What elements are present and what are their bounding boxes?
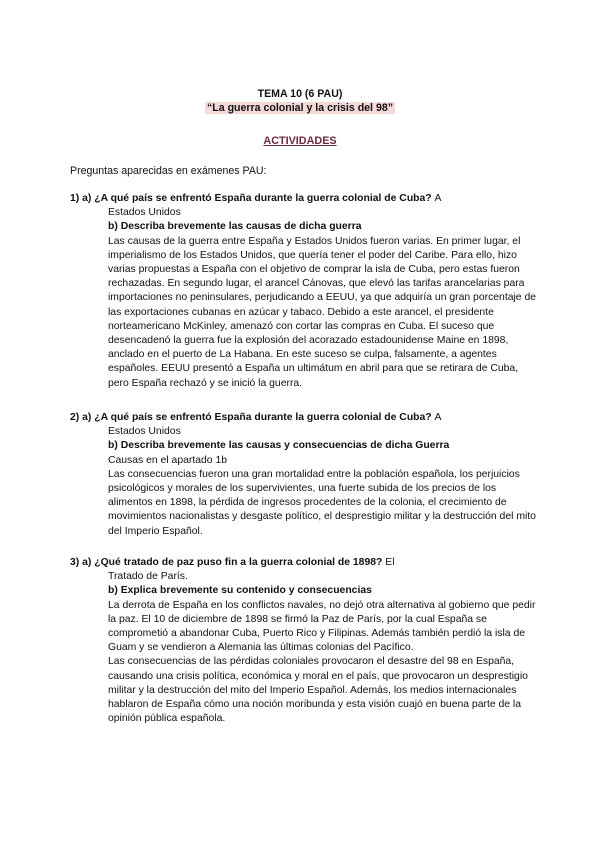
question-1-text: 1) a) ¿A qué país se enfrentó España durante la guerra colonial de Cuba? <box>70 193 432 204</box>
title-block <box>0 87 600 115</box>
question-3-text: 3) a) ¿Qué tratado de paz puso fin a la guerra colonial de 1898? <box>70 557 383 568</box>
question-3 <box>70 556 540 726</box>
question-3-a <box>70 556 540 570</box>
question-3-b: b) Explica brevemente su contenido y consecuencias <box>108 585 372 597</box>
question-1-answer: Estados Unidos <box>108 207 181 219</box>
intro-text: Preguntas aparecidas en exámenes PAU: <box>70 165 267 177</box>
question-1-a <box>70 192 540 206</box>
question-2-text: 2) a) ¿A qué país se enfrentó España durante la guerra colonial de Cuba? <box>70 412 432 423</box>
question-1-answer-start: A <box>434 193 442 204</box>
question-2-b: b) Describa brevemente las causas y consecuencias de dicha Guerra <box>108 440 450 452</box>
page-title: TEMA 10 (6 PAU) <box>257 88 343 100</box>
question-3-answer: Tratado de París. <box>108 571 188 583</box>
question-3-answer-start: El <box>385 557 395 568</box>
page-subtitle: “La guerra colonial y la crisis del 98” <box>206 102 394 114</box>
question-1-paragraph: Las causas de la guerra entre España y Estados Unidos fueron varias. En primer lugar, el imperialismo de los Estados Unidos, que quería tener el poder del Caribe. Para ello, hizo varias propuestas a España con el objetivo de comprar la isla de Cuba, pero estas fueron rechazadas. En segundo lugar, el arancel Cánovas, que elevó las tarifas arancelarias para importaciones no peninsulares, perjudicando a EEUU, ya que adquiría un gran porcentaje de las exportaciones cubanas en azúcar y tabaco. Debido a este arancel, el presidente norteamericano McKinley, amenazó con cortar las compras en Cuba. El suceso que desencadenó la guerra fue la explosión del acorazado estadounidense Maine en 1898, anclado en el puerto de La Habana. En este suceso se culpa, falsamente, a agentes españoles. EEUU presentó a España un ultimátum en abril para que se retirara de Cuba, pero España rechazó y se inició la guerra. <box>108 235 537 389</box>
activities-heading: ACTIVIDADES <box>263 135 337 147</box>
question-2-answer-start: A <box>434 412 442 423</box>
question-2-paragraph: Las consecuencias fueron una gran mortalidad entre la población española, los perjuicios psicológicos y morales de los supervivientes, una fuerte subida de los precios de los alimentos en 1898, la pérdida de ingresos procedentes de la colonia, el crecimiento de movimientos nacionalistas y desgaste político, el desprestigio militar y la destrucción del mito del Imperio Español. <box>108 468 536 537</box>
question-2-causes-ref: Causas en el apartado 1b <box>108 454 228 466</box>
question-3-paragraph-1: La derrota de España en los conflictos navales, no dejó otra alternativa al gobierno que pedir la paz. El 10 de diciembre de 1898 se firmó la Paz de París, por la cual España se comprometió a abandonar Cuba, Puerto Rico y Filipinas. Además también perdió la isla de Guam y se vendieron a Alemania las últimas colonias del Pacífico. <box>108 599 536 654</box>
question-3-paragraph-2: Las consecuencias de las pérdidas coloniales provocaron el desastre del 98 en España, causando una crisis política, económica y moral en el país, que provocaron un desprestigio militar y la destrucción del mito del Imperio Español. Además, los medios internacionales hablaron de España cómo una noción moribunda y esta visión cuajó en buena parte de la opinión pública española. <box>108 656 528 725</box>
question-2-a <box>70 411 540 425</box>
question-1 <box>70 192 540 391</box>
question-2-answer: Estados Unidos <box>108 426 181 438</box>
question-1-b: b) Describa brevemente las causas de dicha guerra <box>108 221 362 233</box>
question-2 <box>70 411 540 539</box>
